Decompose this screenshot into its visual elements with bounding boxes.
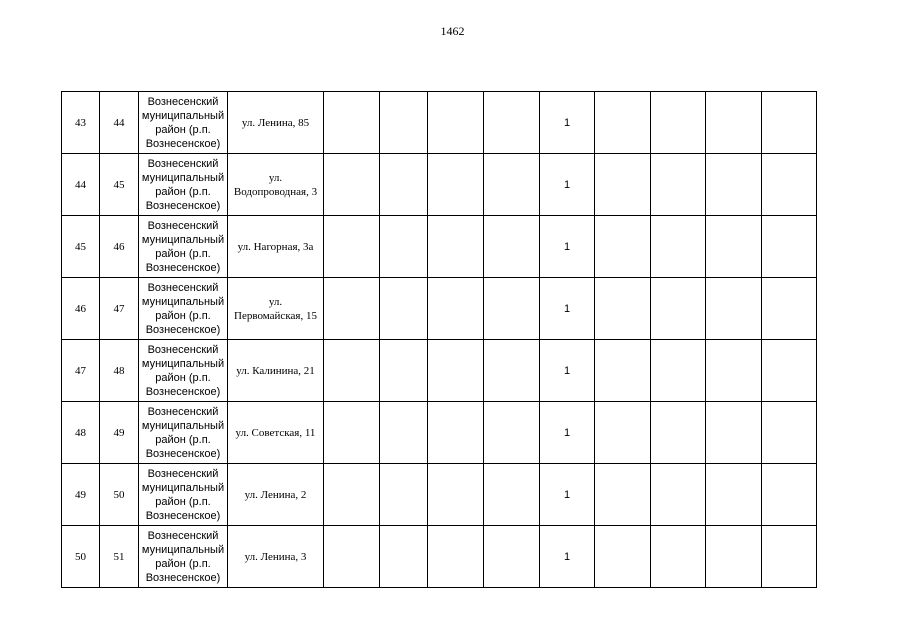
count-cell: 1 (540, 278, 595, 340)
empty-cell (428, 92, 484, 154)
table-row (62, 92, 817, 154)
table-row (62, 402, 817, 464)
district-cell (139, 92, 228, 154)
empty-cell (428, 154, 484, 216)
address-cell (228, 278, 324, 340)
row-id-cell: 47 (100, 278, 139, 340)
row-number-cell: 46 (62, 278, 100, 340)
row-id-cell: 51 (100, 526, 139, 588)
empty-cell (428, 402, 484, 464)
empty-cell (484, 526, 540, 588)
row-number-cell: 45 (62, 216, 100, 278)
empty-cell (428, 464, 484, 526)
address-line: Первомайская, 15 (234, 309, 317, 322)
empty-cell (324, 216, 380, 278)
empty-cell (484, 464, 540, 526)
empty-cell (762, 464, 817, 526)
district-line: район (р.п. (155, 185, 211, 198)
district-line: Вознесенское) (145, 137, 221, 150)
district-line: муниципальный (141, 357, 225, 370)
table-row (62, 154, 817, 216)
empty-cell (651, 402, 706, 464)
address-cell (228, 464, 324, 526)
empty-cell (651, 154, 706, 216)
empty-cell (762, 340, 817, 402)
district-line: Вознесенский (147, 467, 219, 480)
district-line: муниципальный (141, 295, 225, 308)
table-row (62, 340, 817, 402)
district-line: район (р.п. (155, 247, 211, 260)
empty-cell (595, 402, 651, 464)
district-line: район (р.п. (155, 557, 211, 570)
district-cell (139, 154, 228, 216)
empty-cell (762, 154, 817, 216)
empty-cell (428, 216, 484, 278)
empty-cell (324, 526, 380, 588)
empty-cell (380, 340, 428, 402)
empty-cell (484, 92, 540, 154)
empty-cell (595, 154, 651, 216)
row-number-cell: 50 (62, 526, 100, 588)
district-cell (139, 464, 228, 526)
row-number-cell: 43 (62, 92, 100, 154)
empty-cell (595, 92, 651, 154)
district-line: район (р.п. (155, 371, 211, 384)
address-line: ул. Ленина, 2 (244, 488, 307, 501)
empty-cell (651, 340, 706, 402)
empty-cell (428, 526, 484, 588)
address-cell (228, 92, 324, 154)
address-cell (228, 402, 324, 464)
district-line: муниципальный (141, 109, 225, 122)
address-line: ул. Советская, 11 (235, 426, 316, 439)
address-line: Водопроводная, 3 (233, 185, 318, 198)
count-cell: 1 (540, 464, 595, 526)
empty-cell (380, 216, 428, 278)
empty-cell (595, 278, 651, 340)
row-id-cell: 50 (100, 464, 139, 526)
empty-cell (706, 278, 762, 340)
empty-cell (484, 154, 540, 216)
empty-cell (651, 92, 706, 154)
address-line: ул. Ленина, 3 (244, 550, 307, 563)
row-id-cell: 45 (100, 154, 139, 216)
empty-cell (380, 402, 428, 464)
empty-cell (324, 92, 380, 154)
district-line: муниципальный (141, 171, 225, 184)
district-cell (139, 278, 228, 340)
empty-cell (706, 340, 762, 402)
empty-cell (706, 216, 762, 278)
district-line: Вознесенское) (145, 323, 221, 336)
row-number-cell: 47 (62, 340, 100, 402)
district-line: муниципальный (141, 481, 225, 494)
empty-cell (706, 92, 762, 154)
district-line: Вознесенское) (145, 199, 221, 212)
empty-cell (595, 526, 651, 588)
address-line: ул. Ленина, 85 (241, 116, 310, 129)
empty-cell (324, 402, 380, 464)
district-cell (139, 216, 228, 278)
district-line: Вознесенский (147, 529, 219, 542)
district-line: район (р.п. (155, 433, 211, 446)
empty-cell (651, 216, 706, 278)
district-line: район (р.п. (155, 123, 211, 136)
count-cell: 1 (540, 402, 595, 464)
district-line: Вознесенское) (145, 571, 221, 584)
empty-cell (595, 464, 651, 526)
empty-cell (324, 154, 380, 216)
table-row (62, 526, 817, 588)
district-cell (139, 340, 228, 402)
row-number-cell: 44 (62, 154, 100, 216)
count-cell: 1 (540, 154, 595, 216)
district-line: Вознесенское) (145, 447, 221, 460)
page-number: 1462 (440, 24, 465, 38)
address-line: ул. (268, 171, 283, 184)
address-cell (228, 154, 324, 216)
row-number-cell: 49 (62, 464, 100, 526)
empty-cell (380, 92, 428, 154)
empty-cell (762, 278, 817, 340)
district-line: район (р.п. (155, 495, 211, 508)
district-line: Вознесенское) (145, 261, 221, 274)
district-line: Вознесенский (147, 95, 219, 108)
row-number-cell: 48 (62, 402, 100, 464)
empty-cell (762, 92, 817, 154)
count-cell: 1 (540, 340, 595, 402)
empty-cell (706, 464, 762, 526)
empty-cell (762, 526, 817, 588)
empty-cell (380, 464, 428, 526)
empty-cell (484, 402, 540, 464)
empty-cell (484, 278, 540, 340)
count-cell: 1 (540, 92, 595, 154)
table-row (62, 278, 817, 340)
address-cell (228, 526, 324, 588)
table-row (62, 464, 817, 526)
empty-cell (706, 154, 762, 216)
empty-cell (595, 340, 651, 402)
empty-cell (651, 464, 706, 526)
empty-cell (380, 526, 428, 588)
address-cell (228, 340, 324, 402)
district-line: Вознесенский (147, 343, 219, 356)
table-row (62, 216, 817, 278)
district-line: Вознесенское) (145, 385, 221, 398)
row-id-cell: 49 (100, 402, 139, 464)
district-line: Вознесенский (147, 405, 219, 418)
empty-cell (706, 402, 762, 464)
district-line: муниципальный (141, 233, 225, 246)
empty-cell (762, 216, 817, 278)
empty-cell (324, 278, 380, 340)
count-cell: 1 (540, 526, 595, 588)
register-table (61, 91, 817, 588)
empty-cell (484, 216, 540, 278)
row-id-cell: 48 (100, 340, 139, 402)
empty-cell (651, 278, 706, 340)
count-cell: 1 (540, 216, 595, 278)
empty-cell (428, 340, 484, 402)
empty-cell (380, 278, 428, 340)
row-id-cell: 46 (100, 216, 139, 278)
district-line: муниципальный (141, 543, 225, 556)
district-cell (139, 526, 228, 588)
district-line: Вознесенский (147, 219, 219, 232)
district-cell (139, 402, 228, 464)
empty-cell (324, 340, 380, 402)
empty-cell (484, 340, 540, 402)
district-line: район (р.п. (155, 309, 211, 322)
address-line: ул. Нагорная, 3а (237, 240, 314, 253)
empty-cell (762, 402, 817, 464)
district-line: муниципальный (141, 419, 225, 432)
empty-cell (380, 154, 428, 216)
district-line: Вознесенское) (145, 509, 221, 522)
empty-cell (651, 526, 706, 588)
empty-cell (706, 526, 762, 588)
empty-cell (324, 464, 380, 526)
address-cell (228, 216, 324, 278)
empty-cell (428, 278, 484, 340)
district-line: Вознесенский (147, 157, 219, 170)
empty-cell (595, 216, 651, 278)
district-line: Вознесенский (147, 281, 219, 294)
address-line: ул. (268, 295, 283, 308)
address-line: ул. Калинина, 21 (236, 364, 315, 377)
row-id-cell: 44 (100, 92, 139, 154)
